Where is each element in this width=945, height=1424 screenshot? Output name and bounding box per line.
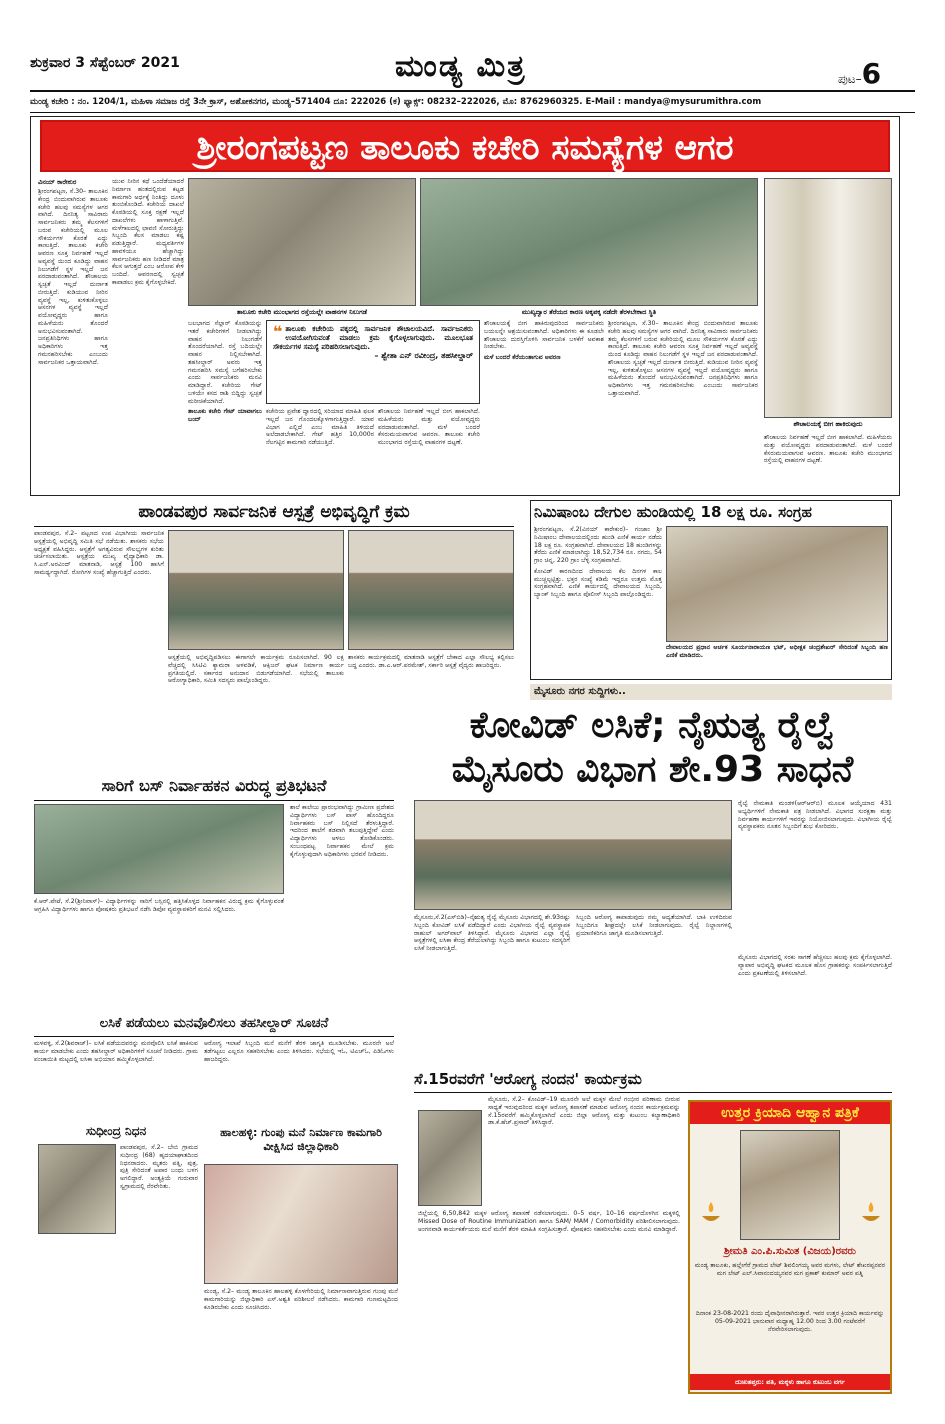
lead-subhead-rain: ಮಳೆ ಬಂದರೆ ಕೆರೆಯಂತಾಗುವ ಆವರಣ xyxy=(484,354,561,361)
pandavapura-column-2: ಆಸ್ಪತ್ರೆಯಲ್ಲಿ ಅಭಿವೃದ್ಧಿಪಡಿಸಲು ಈಗಾಗಲೇ ಕಾರ್ಯಕ್ರಮ ರೂಪಿಸಲಾಗಿದೆ. 90 ಲಕ್ಷ ವೆಚ್ಚದಲ್ಲಿ ಸಿಸಿಟಿವಿ ಕ್ಯಾಮರಾ ಅಳವಡಿಕೆ, ಆಕ್ಸಿಜನ್ ಘಟಕ ನಿರ್ಮಾಣ ಕಾರ್ಯ ಪ್ರಗತಿಯಲ್ಲಿದೆ. ಸರ್ಕಾರದ ಅನುದಾನ ಬಿಡುಗಡೆಯಾಗಿದೆ. ಸಭೆಯಲ್ಲಿ ತಾಲೂಕು ಆರೋಗ್ಯಾಧಿಕಾರಿ, ಸಮಿತಿ ಸದಸ್ಯರು ಪಾಲ್ಗೊಂಡಿದ್ದರು. xyxy=(168,654,344,685)
mysuru-news-band: ಮೈಸೂರು ನಗರ ಸುದ್ದಿಗಳು.. xyxy=(530,684,892,700)
page-label: ಪುಟ– xyxy=(838,72,862,86)
masthead-rule xyxy=(30,90,915,92)
pandavapura-headline: ಪಾಂಡವಪುರ ಸಾರ್ವಜನಿಕ ಆಸ್ಪತ್ರೆ ಅಭಿವೃದ್ಧಿಗೆ ಕ್ರಮ xyxy=(138,502,410,522)
photo-toilet-caption: ಶೌಚಾಲಯಕ್ಕೆ ಬೀಗ ಹಾಕಿರುವುದು xyxy=(793,420,863,428)
mysuru-headline-line2: ಮೈಸೂರು ವಿಭಾಗ ಶೇ.93 ಸಾಧನೆ xyxy=(451,749,854,790)
oil-lamp-icon-left xyxy=(700,1200,722,1228)
arogya-headline: ಸೆ.15ರವರೆಗೆ 'ಆರೋಗ್ಯ ನಂದನ' ಕಾರ್ಯಕ್ರಮ xyxy=(414,1070,642,1088)
lead-subhead-gate: ತಾಲೂಕು ಕಚೇರಿ ಗೇಟ್ ಯಾವಾಗಲು ಬಂದ್ xyxy=(188,408,262,423)
photo-health-officer xyxy=(418,1110,482,1206)
halahalli-headline: ಹಾಲಹಳ್ಳಿ: ಗುಂಪು ಮನೆ ನಿರ್ಮಾಣ ಕಾಮಗಾರಿ ವೀಕ್ಷಿಸಿದ ಜಿಲ್ಲಾಧಿಕಾರಿ xyxy=(220,1126,382,1153)
nimishamba-col2-text: ಕೋವಿಡ್ ಕಾರಣದಿಂದ ದೇವಾಲಯ ಕೆಲ ದಿನಗಳ ಕಾಲ ಮುಚ್ಚಲ್ಪಟ್ಟಿತ್ತು. ಭಕ್ತರ ಸಂಖ್ಯೆ ಕಡಿಮೆ ಇದ್ದರೂ ಉತ್ತಮ ಮೊತ್ತ ಸಂಗ್ರಹವಾಗಿದೆ. ಎಣಿಕೆ ಕಾರ್ಯದಲ್ಲಿ ದೇವಾಲಯದ ಸಿಬ್ಬಂದಿ, ಬ್ಯಾಂಕ್ ಸಿಬ್ಬಂದಿ ಹಾಗೂ ಪೊಲೀಸ್ ಸಿಬ್ಬಂದಿ ಪಾಲ್ಗೊಂಡಿದ್ದರು. xyxy=(534,567,662,598)
masthead-title: ಮಂಡ್ಯ ಮಿತ್ರ xyxy=(395,49,527,84)
photo-gate-caption: ಮುಖ್ಯದ್ವಾರ ತೆರೆಯದ ಕಾರಣ ಅಕ್ಕಪಕ್ಕ ನಡೆದೇ ತೆರಳಬೇಕಾದ ಸ್ಥಿತಿ xyxy=(521,308,657,316)
halahalli-column-1: ಮಂಡ್ಯ, ಸೆ.2– ಮಂಡ್ಯ ತಾಲೂಕಿನ ಹಾಲಹಳ್ಳಿ ಕೊಳಗೇರಿಯಲ್ಲಿ ನಿರ್ಮಾಣವಾಗುತ್ತಿರುವ ಗುಂಪು ಮನೆ ಕಾಮಗಾರಿಯನ್ನು ಜಿಲ್ಲಾಧಿಕಾರಿ ಎಸ್.ಅಶ್ವತಿ ಪರಿಶೀಲನೆ ನಡೆಸಿದರು. ಕಾಮಗಾರಿ ಗುಣಮಟ್ಟದಿಂದ ಕೂಡಿರಬೇಕು ಎಂದು ಸೂಚಿಸಿದರು. xyxy=(204,1288,398,1311)
photo-gate xyxy=(420,178,758,306)
quote-signature: – ಶ್ವೇತಾ ಎನ್ ರವೀಂದ್ರ, ತಹಸೀಲ್ದಾರ್ xyxy=(374,351,473,361)
oil-lamp-icon-right xyxy=(860,1200,882,1228)
lead-column-3 xyxy=(188,320,262,490)
ad-text-1: ಮಂಡ್ಯ ತಾಲೂಕು, ಹಲ್ಲೇಗೆರೆ ಗ್ರಾಮದ ಲೇಟ್ ಶಿವಲಿಂಗಯ್ಯ ಅವರ ಮಗಳು, ಲೇಟ್ ಶೇಖರಪ್ಪನವರ ಮಗ ಲೇಟ್ ಎಲ್.ಸಿವಾನಂದಯ್ಯನವರ ಮಗ ಪ್ರಕಾಶ್ ಕುಮಾರ್ ಅವರ ಪತ್ನಿ xyxy=(694,1262,886,1277)
lasike-column-2: ಆರೋಗ್ಯ ಇಲಾಖೆ ಸಿಬ್ಬಂದಿ ಮನೆ ಮನೆಗೆ ತೆರಳಿ ಜಾಗೃತಿ ಮೂಡಿಸಬೇಕು. ಮೂರನೇ ಅಲೆ ತಡೆಗಟ್ಟಲು ಎಲ್ಲರೂ ಸಹಕರಿಸಬೇಕು ಎಂದು ತಿಳಿಸಿದರು. ಸಭೆಯಲ್ಲಿ ಇಓ, ಟಿಎಚ್‌ಓ, ಪಿಡಿಓಗಳು ಹಾಜರಿದ್ದರು. xyxy=(204,1040,394,1063)
quote-text: ತಾಲೂಕು ಕಚೇರಿಯ ಪಕ್ಕದಲ್ಲಿ ಸಾರ್ವಜನಿಕ ಶೌಚಾಲಯವಿದೆ. ಸಾರ್ವಜನಿಕರು ಉಪಯೋಗಿಸುವಂತೆ ಮಾಡಲು ಕ್ರಮ ಕೈಗೊಳ್ಳಲಾಗುವುದು. ಮೂಲಭೂತ ಸೌಕರ್ಯಗಳ ಸಮಸ್ಯೆ ಪರಿಹರಿಸಲಾಗುವುದು. xyxy=(273,325,473,351)
lead-col3-text: ಬಲಭಾಗದ ಸೆಲ್ಲಾರ್ ಕೊಠಡಿಯನ್ನು ಇತರೆ ಕಚೇರಿಗಳಿಗೆ ನೀಡಲಾಗಿದ್ದು ವಾಹನ ನಿಲುಗಡೆಗೆ ತೊಂದರೆಯಾಗಿದೆ. ರಸ್ತೆ ಬದಿಯಲ್ಲೇ ವಾಹನ ನಿಲ್ಲಿಸಬೇಕಾಗಿದೆ. ತಹಸೀಲ್ದಾರ್ ಅವರು ಇತ್ತ ಗಮನಹರಿಸಿ ಸಮಸ್ಯೆ ಬಗೆಹರಿಸಬೇಕು ಎಂದು ಸಾರ್ವಜನಿಕರು ಮನವಿ ಮಾಡಿದ್ದಾರೆ. ಕಚೇರಿಯ ಗೇಟ್ ಬಳಿಯೇ ಕಸದ ರಾಶಿ ಬಿದ್ದಿದ್ದು ಸ್ವಚ್ಛತೆ ಮರೀಚಿಕೆಯಾಗಿದೆ. xyxy=(188,320,262,405)
photo-ad-portrait xyxy=(740,1130,840,1240)
lead-column-7: ಶ್ರೀರಂಗಪಟ್ಟಣ, ಸೆ.30– ತಾಲೂಕಿನ ಕೇಂದ್ರ ಬಿಂದುವಾಗಿರುವ ತಾಲೂಕು ಕಚೇರಿ ಹಲವು ಸಮಸ್ಯೆಗಳ ಆಗರ ವಾಗಿದೆ. ದಿನನಿತ್ಯ ಸಾವಿರಾರು ಸಾರ್ವಜನಿಕರು ತಮ್ಮ ಕೆಲಸಗಳಿಗೆ ಬರುವ ಕಚೇರಿಯಲ್ಲಿ ಮೂಲ ಸೌಕರ್ಯಗಳ ಕೊರತೆ ಎದ್ದು ಕಾಣುತ್ತಿದೆ. ತಾಲೂಕು ಕಚೇರಿ ಆವರಣ ಸೂಕ್ತ ನಿರ್ವಹಣೆ ಇಲ್ಲದೆ ಅವ್ಯವಸ್ಥೆ ಯಿಂದ ಕೂಡಿದ್ದು ವಾಹನ ನಿಲುಗಡೆಗೆ ಸ್ಥಳ ಇಲ್ಲದೆ ಜನ ಪರದಾಡುವಂತಾಗಿದೆ. ಶೌಚಾಲಯ ಸ್ವಚ್ಛತೆ ಇಲ್ಲದೆ ದುರ್ನಾತ ಬೀರುತ್ತಿದೆ. ಕುಡಿಯುವ ನೀರಿನ ವ್ಯವಸ್ಥೆ ಇಲ್ಲ, ಕುಳಿತುಕೊಳ್ಳಲು ಆಸನಗಳ ವ್ಯವಸ್ಥೆ ಇಲ್ಲದೆ ವಯೋವೃದ್ಧರು ಹಾಗೂ ಮಹಿಳೆಯರು ತೊಂದರೆ ಅನುಭವಿಸುವಂತಾಗಿದೆ. ಜನಪ್ರತಿನಿಧಿಗಳು ಹಾಗೂ ಅಧಿಕಾರಿಗಳು ಇತ್ತ ಗಮನಹರಿಸಬೇಕು ಎಂಬುದು ಸಾರ್ವಜನಿಕರ ಒತ್ತಾಯವಾಗಿದೆ. xyxy=(608,320,758,397)
photo-hospital-meeting-1 xyxy=(168,530,344,650)
page-number xyxy=(838,56,881,91)
arogya-column-2: ಜಿಲ್ಲೆಯಲ್ಲಿ 6,50,842 ಮಕ್ಕಳ ಆರೋಗ್ಯ ತಪಾಸಣೆ ನಡೆಸಲಾಗುವುದು. 0–5 ವರ್ಷ, 10–16 ವರ್ಷದೊಳಗಿನ ಮಕ್ಕಳಲ್ಲಿ Missed Dose of Routine Immunization ಹಾಗೂ SAM/ MAM / Comorbidity ಪರಿಶೀಲಿಸಲಾಗುವುದು. ಅಂಗನವಾಡಿ ಕಾರ್ಯಕರ್ತೆಯರು ಮನೆ ಮನೆಗೆ ತೆರಳಿ ಮಾಹಿತಿ ಸಂಗ್ರಹಿಸುತ್ತಾರೆ. ಪೋಷಕರು ಸಹಕರಿಸಬೇಕು ಎಂದು ಮನವಿ ಮಾಡಿದ್ದಾರೆ. xyxy=(418,1210,680,1233)
masthead-date: ಶುಕ್ರವಾರ 3 ಸೆಪ್ಟೆಂಬರ್ 2021 xyxy=(30,55,180,71)
sarige-rule xyxy=(34,800,394,801)
lead-column-4: ಕಚೇರಿಯ ಪ್ರವೇಶ ದ್ವಾರದಲ್ಲಿ ಸರಿಯಾದ ಮಾಹಿತಿ ಫಲಕ ಇಲ್ಲದೆ ಜನ ಗೊಂದಲಕ್ಕೊಳಗಾಗುತ್ತಿದ್ದಾರೆ. ಯಾವ ವಿಭಾಗ ಎಲ್ಲಿದೆ ಎಂಬ ಮಾಹಿತಿ ತಿಳಿಯದೆ ಅಲೆದಾಡಬೇಕಾಗಿದೆ. ಗೇಟ್ ಹತ್ತಿರ 10,000ರ ನೆಲಗಟ್ಟಿನ ಕಾಮಗಾರಿ ನಡೆಯುತ್ತಿದೆ. xyxy=(266,408,374,446)
mysuru-column-2: ಸಿಬ್ಬಂದಿ ಆರೋಗ್ಯ ಕಾಪಾಡುವುದು ನಮ್ಮ ಆದ್ಯತೆಯಾಗಿದೆ. ಬಾಕಿ ಉಳಿದಿರುವ ಸಿಬ್ಬಂದಿಗೂ ಶೀಘ್ರದಲ್ಲೇ ಲಸಿಕೆ ನೀಡಲಾಗುವುದು. ರೈಲ್ವೆ ನಿಲ್ದಾಣಗಳಲ್ಲಿ ಪ್ರಯಾಣಿಕರಿಗೂ ಜಾಗೃತಿ ಮೂಡಿಸಲಾಗುತ್ತಿದೆ. xyxy=(576,914,732,937)
lasike-column-1: ಮಳವಳ್ಳಿ, ಸೆ.2(ಶಿವರಾಜ್)– ಲಸಿಕೆ ಪಡೆಯದವರನ್ನು ಮನವೊಲಿಸಿ ಲಸಿಕೆ ಹಾಕಿಸುವ ಕಾರ್ಯ ಮಾಡಬೇಕು ಎಂದು ತಹಸೀಲ್ದಾರ್ ಅಧಿಕಾರಿಗಳಿಗೆ ಸೂಚನೆ ನೀಡಿದರು. ಗ್ರಾಮ ಪಂಚಾಯಿತಿ ಮಟ್ಟದಲ್ಲಿ ಲಸಿಕಾ ಅಭಿಯಾನ ಹಮ್ಮಿಕೊಳ್ಳಲಾಗಿದೆ. xyxy=(34,1040,198,1063)
photo-bus-protest xyxy=(34,804,284,894)
mysuru-column-1: ಮೈಸೂರು,ಸೆ.2(ಎಸ್‌ಬಿಡಿ)–ನೈಋತ್ಯ ರೈಲ್ವೆ ಮೈಸೂರು ವಿಭಾಗದಲ್ಲಿ ಶೇ.93ರಷ್ಟು ಸಿಬ್ಬಂದಿ ಕೋವಿಡ್ ಲಸಿಕೆ ಪಡೆದಿದ್ದಾರೆ ಎಂದು ವಿಭಾಗೀಯ ರೈಲ್ವೆ ವ್ಯವಸ್ಥಾಪಕ ರಾಹುಲ್ ಅಗರ್‌ವಾಲ್ ತಿಳಿಸಿದ್ದಾರೆ. ಮೈಸೂರು ವಿಭಾಗದ ಎಲ್ಲಾ ರೈಲ್ವೆ ಆಸ್ಪತ್ರೆಗಳಲ್ಲಿ ಲಸಿಕಾ ಕೇಂದ್ರ ತೆರೆಯಲಾಗಿದ್ದು ಸಿಬ್ಬಂದಿ ಹಾಗೂ ಕುಟುಂಬ ಸದಸ್ಯರಿಗೆ ಲಸಿಕೆ ನೀಡಲಾಗುತ್ತಿದೆ. xyxy=(414,914,570,952)
lead-byline: ವಿನಯ್ ಕಾರೇಕುರ xyxy=(38,178,77,186)
lead-headline: ಶ್ರೀರಂಗಪಟ್ಟಣ ತಾಲೂಕು ಕಚೇರಿ ಸಮಸ್ಯೆಗಳ ಆಗರ xyxy=(40,120,890,172)
photo-toilet-door xyxy=(764,178,892,418)
arogya-column-1: ಮೈಸೂರು, ಸೆ.2– ಕೋವಿಡ್–19 ಮೂರನೇ ಅಲೆ ಮಕ್ಕಳ ಮೇಲೆ ಗಂಭೀರ ಪರಿಣಾಮ ಬೀರುವ ಸಾಧ್ಯತೆ ಇರುವುದರಿಂದ ಮಕ್ಕಳ ಆರೋಗ್ಯ ತಪಾಸಣೆ ಮಾಡುವ ಆರೋಗ್ಯ ನಂದನ ಕಾರ್ಯಕ್ರಮವನ್ನು ಸೆ.15ರವರೆಗೆ ಹಮ್ಮಿಕೊಳ್ಳಲಾಗಿದೆ ಎಂದು ಜಿಲ್ಲಾ ಆರೋಗ್ಯ ಮತ್ತು ಕುಟುಂಬ ಕಲ್ಯಾಣಾಧಿಕಾರಿ ಡಾ.ಕೆ.ಹೆಚ್.ಪ್ರಸಾದ್ ತಿಳಿಸಿದ್ದಾರೆ. xyxy=(488,1096,680,1127)
arogya-rule xyxy=(414,1092,892,1093)
ad-footer: ದುಃಖತಪ್ತರು: ಪತಿ, ಮಕ್ಕಳು ಹಾಗೂ ಕುಟುಂಬ ವರ್ಗ xyxy=(690,1374,890,1390)
photo-vehicles xyxy=(188,178,416,306)
sarige-column-2: ಶಾಲೆ ಕಾಲೇಜು ಪ್ರಾರಂಭವಾಗಿದ್ದು ಗ್ರಾಮೀಣ ಪ್ರದೇಶದ ವಿದ್ಯಾರ್ಥಿಗಳು ಬಸ್ ಪಾಸ್ ಹೊಂದಿದ್ದರೂ ನಿರ್ವಾಹಕರು ಬಸ್ ನಿಲ್ಲಿಸದೆ ತೆರಳುತ್ತಿದ್ದಾರೆ. ಇದರಿಂದ ಶಾಲೆಗೆ ತಡವಾಗಿ ತಲುಪುತ್ತಿದ್ದೇವೆ ಎಂದು ವಿದ್ಯಾರ್ಥಿಗಳು ಅಳಲು ತೋಡಿಕೊಂಡರು. ಸಂಬಂಧಪಟ್ಟ ನಿರ್ವಾಹಕನ ಮೇಲೆ ಕ್ರಮ ಕೈಗೊಳ್ಳುವುದಾಗಿ ಅಧಿಕಾರಿಗಳು ಭರವಸೆ ನೀಡಿದರು. xyxy=(290,804,394,858)
address-rule xyxy=(30,112,915,113)
nimishamba-headline: ನಿಮಿಷಾಂಬ ದೇಗುಲ ಹುಂಡಿಯಲ್ಲಿ 18 ಲಕ್ಷ ರೂ. ಸಂಗ್ರಹ xyxy=(534,503,812,521)
ad-text-2: ದಿನಾಂಕ 23-08-2021 ರಂದು ದೈವಾಧೀನರಾಗಿರುತ್ತಾರೆ. ಇವರ ಉತ್ತರ ಕ್ರಿಯಾದಿ ಕಾರ್ಯವನ್ನು 05-09-2021 ಭಾನುವಾರ ಮಧ್ಯಾಹ್ನ 12.00 ರಿಂದ 3.00 ಗಂಟೆವರೆಗೆ ನೆರವೇರಿಸಲಾಗುವುದು. xyxy=(695,1310,885,1333)
lead-column-1 xyxy=(38,178,108,490)
photo-railway-meeting xyxy=(414,800,732,910)
pandavapura-column-1: ಪಾಂಡವಪುರ, ಸೆ.2– ಪಟ್ಟಣದ ಉಪ ವಿಭಾಗೀಯ ಸಾರ್ವಜನಿಕ ಆಸ್ಪತ್ರೆಯಲ್ಲಿ ಅಭಿವೃದ್ಧಿ ಸಮಿತಿ ಸಭೆ ನಡೆಯಿತು. ಶಾಸಕರು ಸಭೆಯ ಅಧ್ಯಕ್ಷತೆ ವಹಿಸಿದ್ದರು. ಆಸ್ಪತ್ರೆಗೆ ಅಗತ್ಯವಿರುವ ಸೌಲಭ್ಯಗಳ ಕುರಿತು ಚರ್ಚಿಸಲಾಯಿತು. ಆಸ್ಪತ್ರೆಯ ಮುಖ್ಯ ವೈದ್ಯಾಧಿಕಾರಿ ಡಾ. ಸಿ.ಎನ್.ಅರವಿಂದ್ ಮಾತನಾಡಿ, ಆಸ್ಪತ್ರೆ 100 ಹಾಸಿಗೆ ಸಾಮರ್ಥ್ಯದ್ದಾಗಿದೆ. ರೋಗಿಗಳ ಸಂಖ್ಯೆ ಹೆಚ್ಚಾಗುತ್ತಿದೆ ಎಂದರು. xyxy=(34,530,164,576)
sarige-column-1: ಕೆ.ಆರ್.ಪೇಟೆ, ಸೆ.2(ಶ್ರೀನಿವಾಸ್)– ವಿದ್ಯಾರ್ಥಿಗಳನ್ನು ಸಾರಿಗೆ ಬಸ್ಸಿನಲ್ಲಿ ಹತ್ತಿಸಿಕೊಳ್ಳದ ನಿರ್ವಾಹಕನ ವಿರುದ್ಧ ಕ್ರಮ ಕೈಗೊಳ್ಳುವಂತೆ ಆಗ್ರಹಿಸಿ ವಿದ್ಯಾರ್ಥಿಗಳು ಹಾಗೂ ಪೋಷಕರು ಪ್ರತಿಭಟನೆ ನಡೆಸಿ ಡಿಪೋ ವ್ಯವಸ್ಥಾಪಕರಿಗೆ ಮನವಿ ಸಲ್ಲಿಸಿದರು. xyxy=(34,898,284,913)
ad-title: ಉತ್ತರ ಕ್ರಿಯಾದಿ ಆಹ್ವಾನ ಪತ್ರಿಕೆ xyxy=(690,1102,890,1124)
nimishamba-col1-text: ಶ್ರೀರಂಗಪಟ್ಟಣ, ಸೆ.2(ವಿನಯ್ ಕಾರೇಕುರ)– ಗಂಜಾಂ ಶ್ರೀ ನಿಮಿಷಾಂಬ ದೇವಾಲಯದಲ್ಲಿಂದು ಹುಂಡಿ ಎಣಿಕೆ ಕಾರ್ಯ ನಡೆದು 18 ಲಕ್ಷ ರೂ. ಸಂಗ್ರಹವಾಗಿದೆ. ದೇವಾಲಯದ 18 ಹುಂಡಿಗಳನ್ನು ತೆರೆದು ಎಣಿಕೆ ಮಾಡಲಾಗಿದ್ದು 18,52,734 ರೂ. ನಗದು, 54 ಗ್ರಾಂ ಚಿನ್ನ, 220 ಗ್ರಾಂ ಬೆಳ್ಳಿ ಸಂಗ್ರಹವಾಗಿದೆ. xyxy=(534,526,662,564)
lead-column-8: ಶೌಚಾಲಯ ನಿರ್ವಹಣೆ ಇಲ್ಲದೆ ಬೀಗ ಹಾಕಲಾಗಿದೆ. ಮಹಿಳೆಯರು ಮತ್ತು ವಯೋವೃದ್ಧರು ಪರದಾಡುವಂತಾಗಿದೆ. ಮಳೆ ಬಂದರೆ ಕೆಸರುಮಯವಾಗುವ ಆವರಣ. ತಾಲೂಕು ಕಚೇರಿ ಮುಂಭಾಗದ ರಸ್ತೆಯಲ್ಲಿ ವಾಹನಗಳ ದಟ್ಟಣೆ. xyxy=(764,434,892,465)
address-line: ಮಂಡ್ಯ ಕಚೇರಿ : ನಂ. 1204/1, ಮಹಿಳಾ ಸಮಾಜ ರಸ್ತೆ 3ನೇ ಕ್ರಾಸ್, ಅಶೋಕನಗರ, ಮಂಡ್ಯ–571404 ದೂ: 222026 (ಕ) ಫ್ಯಾಕ್ಸ್: 08232–222026, ಮೊ: 8762960325. E-Mail : mandya@mysurumithra.com xyxy=(30,97,762,107)
quote-icon: ❝ xyxy=(273,322,283,341)
tahsildar-quote xyxy=(266,320,480,404)
page-number-value: 6 xyxy=(861,57,882,90)
lead-column-5: ಶೌಚಾಲಯ ನಿರ್ವಹಣೆ ಇಲ್ಲದೆ ಬೀಗ ಹಾಕಲಾಗಿದೆ. ಮಹಿಳೆಯರು ಮತ್ತು ವಯೋವೃದ್ಧರು ಪರದಾಡುವಂತಾಗಿದೆ. ಮಳೆ ಬಂದರೆ ಕೆಸರುಮಯವಾಗುವ ಆವರಣ. ತಾಲೂಕು ಕಚೇರಿ ಮುಂಭಾಗದ ರಸ್ತೆಯಲ್ಲಿ ವಾಹನಗಳ ದಟ್ಟಣೆ. xyxy=(378,408,480,446)
photo-obituary-portrait xyxy=(38,1144,116,1234)
lead-col6-text: ಶೌಚಾಲಯಕ್ಕೆ ಬೀಗ ಹಾಕಿರುವುದರಿಂದ ಸಾರ್ವಜನಿಕರು ಬಯಲನ್ನೇ ಆಶ್ರಯಿಸುವಂತಾಗಿದೆ. ಅಧಿಕಾರಿಗಳು ಈ ಕೂಡಲೇ ಶೌಚಾಲಯ ದುರಸ್ತಿಗೊಳಿಸಿ ಸಾರ್ವಜನಿಕ ಬಳಕೆಗೆ ಅವಕಾಶ ನೀಡಬೇಕು. xyxy=(484,320,604,351)
nimishamba-column-1 xyxy=(534,526,662,676)
mysuru-column-3: ರೈಲ್ವೆ ನೇಮಕಾತಿ ಮಂಡಳಿ(ಆರ್‌ಆರ್‌ಬಿ) ಮೂಲಕ ಆಯ್ಕೆಯಾದ 431 ಅಭ್ಯರ್ಥಿಗಳಿಗೆ ನೇಮಕಾತಿ ಪತ್ರ ನೀಡಲಾಗಿದೆ. ವಿಭಾಗದ ಸುರಕ್ಷತಾ ಮತ್ತು ನಿರ್ವಹಣಾ ಕಾರ್ಯಗಳಿಗೆ ಇವರನ್ನು ನಿಯೋಜಿಸಲಾಗುವುದು. ವಿಭಾಗೀಯ ರೈಲ್ವೆ ವ್ಯವಸ್ಥಾಪಕರು ನೂತನ ಸಿಬ್ಬಂದಿಗೆ ಶುಭ ಕೋರಿದರು. xyxy=(738,800,892,831)
pandavapura-rule xyxy=(34,526,514,527)
lasike-headline: ಲಸಿಕೆ ಪಡೆಯಲು ಮನವೊಲಿಸಲು ತಹಸೀಲ್ದಾರ್ ಸೂಚನೆ xyxy=(99,1016,329,1031)
lead-col1-text: ಶ್ರೀರಂಗಪಟ್ಟಣ, ಸೆ.30– ತಾಲೂಕಿನ ಕೇಂದ್ರ ಬಿಂದುವಾಗಿರುವ ತಾಲೂಕು ಕಚೇರಿ ಹಲವು ಸಮಸ್ಯೆಗಳ ಆಗರ ವಾಗಿದೆ. ದಿನನಿತ್ಯ ಸಾವಿರಾರು ಸಾರ್ವಜನಿಕರು ತಮ್ಮ ಕೆಲಸಗಳಿಗೆ ಬರುವ ಕಚೇರಿಯಲ್ಲಿ ಮೂಲ ಸೌಕರ್ಯಗಳ ಕೊರತೆ ಎದ್ದು ಕಾಣುತ್ತಿದೆ. ತಾಲೂಕು ಕಚೇರಿ ಆವರಣ ಸೂಕ್ತ ನಿರ್ವಹಣೆ ಇಲ್ಲದೆ ಅವ್ಯವಸ್ಥೆ ಯಿಂದ ಕೂಡಿದ್ದು ವಾಹನ ನಿಲುಗಡೆಗೆ ಸ್ಥಳ ಇಲ್ಲದೆ ಜನ ಪರದಾಡುವಂತಾಗಿದೆ. ಶೌಚಾಲಯ ಸ್ವಚ್ಛತೆ ಇಲ್ಲದೆ ದುರ್ನಾತ ಬೀರುತ್ತಿದೆ. ಕುಡಿಯುವ ನೀರಿನ ವ್ಯವಸ್ಥೆ ಇಲ್ಲ, ಕುಳಿತುಕೊಳ್ಳಲು ಆಸನಗಳ ವ್ಯವಸ್ಥೆ ಇಲ್ಲದೆ ವಯೋವೃದ್ಧರು ಹಾಗೂ ಮಹಿಳೆಯರು ತೊಂದರೆ ಅನುಭವಿಸುವಂತಾಗಿದೆ. ಜನಪ್ರತಿನಿಧಿಗಳು ಹಾಗೂ ಅಧಿಕಾರಿಗಳು ಇತ್ತ ಗಮನಹರಿಸಬೇಕು ಎಂಬುದು ಸಾರ್ವಜನಿಕರ ಒತ್ತಾಯವಾಗಿದೆ. xyxy=(38,188,108,366)
photo-hospital-meeting-2 xyxy=(348,530,514,650)
obituary-headline: ಸುಧೀಂದ್ರ ನಿಧನ xyxy=(85,1124,147,1138)
ad-person-name: ಶ್ರೀಮತಿ ಎಂ.ಪಿ.ಸುಮಿತ (ವಿಜಯ)ರವರು xyxy=(724,1246,856,1257)
pandavapura-column-3: ಶಾಸಕರು ಕಾರ್ಯಕ್ರಮದಲ್ಲಿ ಮಾತನಾಡಿ ಆಸ್ಪತ್ರೆಗೆ ಬೇಕಾದ ಎಲ್ಲಾ ಸೌಲಭ್ಯ ಕಲ್ಪಿಸಲು ಬದ್ಧ ಎಂದರು. ಡಾ.ಎ.ಆರ್.ಪರಮೇಶ್, ಸರ್ಕಾರಿ ಆಸ್ಪತ್ರೆ ವೈದ್ಯರು ಹಾಜರಿದ್ದರು. xyxy=(348,654,514,669)
photo-hundi-counting xyxy=(666,526,888,642)
lasike-rule xyxy=(34,1036,394,1037)
obituary-text: ಪಾಂಡವಪುರ, ಸೆ.2– ಬೇಬಿ ಗ್ರಾಮದ ಸುಧೀಂದ್ರ (68) ಹೃದಯಾಘಾತದಿಂದ ನಿಧನರಾದರು. ಮೃತರು ಪತ್ನಿ, ಪುತ್ರ, ಪುತ್ರಿ ಸೇರಿದಂತೆ ಅಪಾರ ಬಂಧು ಬಳಗ ಅಗಲಿದ್ದಾರೆ. ಅಂತ್ಯಕ್ರಿಯೆ ಗುರುವಾರ ಸ್ವಗ್ರಾಮದಲ್ಲಿ ನೆರವೇರಿತು. xyxy=(120,1144,198,1190)
mysuru-column-4: ಮೈಸೂರು ವಿಭಾಗದಲ್ಲಿ ಸರಕು ಸಾಗಣೆ ಹೆಚ್ಚಿಸಲು ಹಲವು ಕ್ರಮ ಕೈಗೊಳ್ಳಲಾಗಿದೆ. ವ್ಯಾಪಾರ ಅಭಿವೃದ್ಧಿ ಘಟಕದ ಮೂಲಕ ಹೊಸ ಗ್ರಾಹಕರನ್ನು ಸಂಪರ್ಕಿಸಲಾಗುತ್ತಿದೆ ಎಂದು ಪ್ರಕಟಣೆಯಲ್ಲಿ ತಿಳಿಸಲಾಗಿದೆ. xyxy=(738,954,892,977)
lead-column-2: ಯುವ ನೀರಿನ ಕಥೆ ಒಂದೆಡೆಯಾದರೆ ನಿರ್ಮಾಣ ಹಂತದಲ್ಲಿರುವ ಕಟ್ಟಡ ಕಾಮಗಾರಿ ಅರ್ಧಕ್ಕೆ ನಿಂತಿದ್ದು ದೂಳು ತುಂಬಿಕೊಂಡಿದೆ. ಕಚೇರಿಯ ದಾಖಲೆ ಕೊಠಡಿಯಲ್ಲಿ ಸೂಕ್ತ ರಕ್ಷಣೆ ಇಲ್ಲದೆ ದಾಖಲೆಗಳು ಹಾಳಾಗುತ್ತಿವೆ. ಮಳೆಗಾಲದಲ್ಲಿ ಛಾವಣಿ ಸೋರುತ್ತಿದ್ದು ಸಿಬ್ಬಂದಿ ಕೆಲಸ ಮಾಡಲು ಕಷ್ಟ ಪಡುತ್ತಿದ್ದಾರೆ. ಮಧ್ಯವರ್ತಿಗಳ ಹಾವಳಿಯೂ ಹೆಚ್ಚಾಗಿದ್ದು ಸಾರ್ವಜನಿಕರು ಹಣ ನೀಡಿದರೆ ಮಾತ್ರ ಕೆಲಸ ಆಗುತ್ತದೆ ಎಂಬ ಆರೋಪ ಕೇಳಿ ಬಂದಿದೆ. ಆವರಣದಲ್ಲಿ ಸ್ವಚ್ಛತೆ ಕಾಪಾಡಲು ಕ್ರಮ ಕೈಗೊಳ್ಳಬೇಕಿದೆ. xyxy=(112,178,184,286)
lead-column-6 xyxy=(484,320,604,490)
photo-halahalli-inspection xyxy=(204,1164,398,1284)
photo-vehicles-caption: ತಾಲೂಕು ಕಚೇರಿ ಮುಂಭಾಗದ ರಸ್ತೆಯಲ್ಲೇ ವಾಹನಗಳ ನಿಲುಗಡೆ xyxy=(236,308,368,316)
mysuru-headline-line1: ಕೋವಿಡ್ ಲಸಿಕೆ; ನೈಋತ್ಯ ರೈಲ್ವೆ xyxy=(469,705,836,746)
sarige-headline: ಸಾರಿಗೆ ಬಸ್ ನಿರ್ವಾಹಕನ ವಿರುದ್ಧ ಪ್ರತಿಭಟನೆ xyxy=(101,776,327,795)
nimishamba-photo-caption: ದೇವಾಲಯದ ಪ್ರಧಾನ ಅರ್ಚಕ ಸೂರ್ಯನಾರಾಯಣ ಭಟ್, ಅಧೀಕ್ಷಕ ಚಂದ್ರಶೇಖರ್ ಸೇರಿದಂತೆ ಸಿಬ್ಬಂದಿ ಹಣ ಎಣಿಕೆ ಮಾಡಿದರು. xyxy=(666,644,888,659)
